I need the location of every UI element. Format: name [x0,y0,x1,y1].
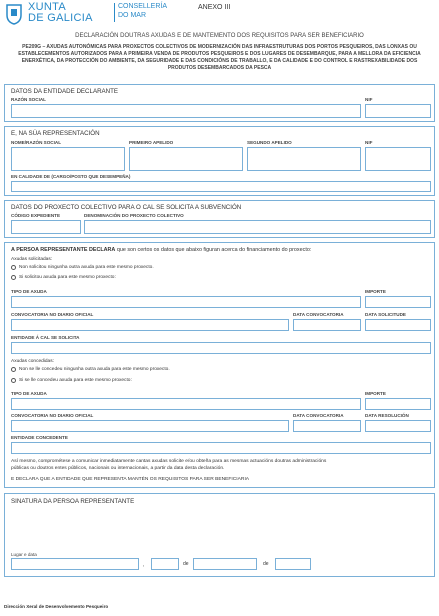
declaration-intro-rest: que son certos os datos que abaixo figuran acerca do financiamento do proxecto: [115,247,312,253]
entidade-solicita-field[interactable] [11,342,431,354]
non-concedeu-label: Non se lle concedeu ningunha outra axuda para este mesmo proxecto. [19,367,170,372]
section-title: DATOS DA ENTIDADE DECLARANTE [11,88,119,95]
comma-separator: , [143,562,145,568]
tipo-axuda-field[interactable] [11,296,361,308]
commitment-text-line2: públicas ou doutros entes públicos, nacionais ou internacionais, a partir da data desta declaración. [11,466,225,471]
calidade-field[interactable] [11,181,431,192]
data-convocatoria-concedida-label: DATA CONVOCATORIA [293,413,344,418]
org-name-line1: XUNTA [28,1,66,13]
entidade-solicita-label: ENTIDADE Á CAL SE SOLICITA [11,335,80,340]
footer-text: Dirección Xeral de Desenvolvemento Pesqueiro [4,604,109,609]
razon-social-field[interactable] [11,104,361,118]
razon-social-label: RAZÓN SOCIAL [11,97,46,102]
concedidas-heading: Axudas concedidas: [11,359,54,364]
procedure-description: PE209G – AXUDAS AUTONÓMICAS PARA PROXECTOS COLECTIVOS DE MODERNIZACIÓN DAS INFRAESTRUTURAS DOS PORTOS PESQUEIROS, DAS LONXAS OU ESTABLECEMENTOS AUTORIZADOS PARA A PRIMEIRA VENDA DE PRODUTOS PESQUEIROS E DOS LUGARES DE DESEMBARQUE, PARA A MELLORA DA EFICIENCIA ENERXÉTICA, DA PROTECCIÓN DO AMBIENTE, DA SEGURIDADE E DAS CONDICIÓNS DE TRABALLO, E DA CALIDADE E DO CONTROL E RASTREXABILIDADE DOS PRODUTOS DESEMBARCADOS DA PESCA [18,44,421,71]
header-divider [114,3,115,22]
importe-concedido-field[interactable] [365,398,431,410]
importe-label: IMPORTE [365,289,386,294]
denominacion-field[interactable] [84,220,431,234]
non-solicitou-radio[interactable] [11,265,16,270]
entidade-concedente-label: ENTIDADE CONCEDENTE [11,435,68,440]
convocatoria-concedida-field[interactable] [11,420,289,432]
place-date-label: Lugar e data [11,552,37,557]
convocatoria-label: CONVOCATORIA NO DIARIO OFICIAL [11,312,94,317]
de-separator-1: de [183,561,189,567]
segundo-apelido-label: SEGUNDO APELIDO [247,140,292,145]
nome-label: NOME/RAZÓN SOCIAL [11,140,62,145]
nif-label: NIF [365,97,373,102]
commitment-text-line1: Así mesmo, comprométese a comunicar inmediatamente cantas axudas solicite e/ou obteña para as mesmas actuacións doutras administracións [11,459,327,464]
data-solicitude-label: DATA SOLICITUDE [365,312,406,317]
maintain-requirements-text: E DECLARA QUE A ENTIDADE QUE REPRESENTA MANTÉN OS REQUISITOS PARA SER BENEFICIARIA [11,477,250,482]
nome-field[interactable] [11,147,125,171]
data-convocatoria-concedida-field[interactable] [293,420,361,432]
convocatoria-concedida-label: CONVOCATORIA NO DIARIO OFICIAL [11,413,94,418]
declaration-intro [11,247,311,253]
importe-field[interactable] [365,296,431,308]
annex-label: ANEXO III [198,4,231,11]
data-resolucion-label: DATA RESOLUCIÓN [365,413,409,418]
section-signature [4,493,435,577]
section-representative [4,126,435,196]
solicitadas-heading: Axudas solicitadas: [11,257,53,262]
importe-concedido-label: IMPORTE [365,391,386,396]
department-line1: CONSELLERÍA [118,3,168,10]
section-title: SINATURA DA PERSOA REPRESENTANTE [11,498,135,505]
rep-nif-label: NIF [365,140,373,145]
si-concedeu-radio[interactable] [11,378,16,383]
si-solicitou-label: Si solicitou axuda para este mesmo proxecto: [19,275,116,280]
non-solicitou-label: Non solicitou ningunha outra axuda para este mesmo proxecto. [19,265,154,270]
section-title: DATOS DO PROXECTO COLECTIVO PARA O CAL SE SOLICITA A SUBVENCIÓN [11,204,242,211]
section-declaration [4,242,435,488]
galicia-emblem-icon [4,3,24,25]
tipo-axuda-label: TIPO DE AXUDA [11,289,47,294]
non-concedeu-radio[interactable] [11,367,16,372]
segundo-apelido-field[interactable] [247,147,361,171]
department-line2: DO MAR [118,12,146,19]
declaration-intro-bold: A PERSOA REPRESENTANTE DECLARA [11,247,116,253]
section-declarant [4,84,435,122]
data-convocatoria-label: DATA CONVOCATORIA [293,312,344,317]
primeiro-apelido-label: PRIMEIRO APELIDO [129,140,174,145]
entidade-concedente-field[interactable] [11,442,431,454]
month-field[interactable] [193,558,257,570]
year-field[interactable] [275,558,311,570]
nif-field[interactable] [365,104,431,118]
tipo-axuda-concedida-field[interactable] [11,398,361,410]
data-resolucion-field[interactable] [365,420,431,432]
si-concedeu-label: Si se lle concedeu axuda para este mesmo proxecto: [19,378,132,383]
tipo-axuda-concedida-label: TIPO DE AXUDA [11,391,47,396]
rep-nif-field[interactable] [365,147,431,171]
place-field[interactable] [11,558,139,570]
calidade-label: EN CALIDADE DE (CARGO/POSTO QUE DESEMPEÑA) [11,174,131,179]
section-title: E, NA SÚA REPRESENTACIÓN [11,130,100,137]
primeiro-apelido-field[interactable] [129,147,243,171]
codigo-field[interactable] [11,220,81,234]
day-field[interactable] [151,558,179,570]
data-solicitude-field[interactable] [365,319,431,331]
document-title: DECLARACIÓN DOUTRAS AXUDAS E DE MANTEMENTO DOS REQUISITOS PARA SER BENEFICIARIO [75,33,364,39]
si-solicitou-radio[interactable] [11,275,16,280]
de-separator-2: de [263,561,269,567]
denominacion-label: DENOMINACIÓN DO PROXECTO COLECTIVO [84,213,184,218]
convocatoria-field[interactable] [11,319,289,331]
section-project [4,200,435,238]
org-name-line2: DE GALICIA [28,12,93,24]
data-convocatoria-field[interactable] [293,319,361,331]
codigo-label: CÓDIGO EXPEDIENTE [11,213,61,218]
